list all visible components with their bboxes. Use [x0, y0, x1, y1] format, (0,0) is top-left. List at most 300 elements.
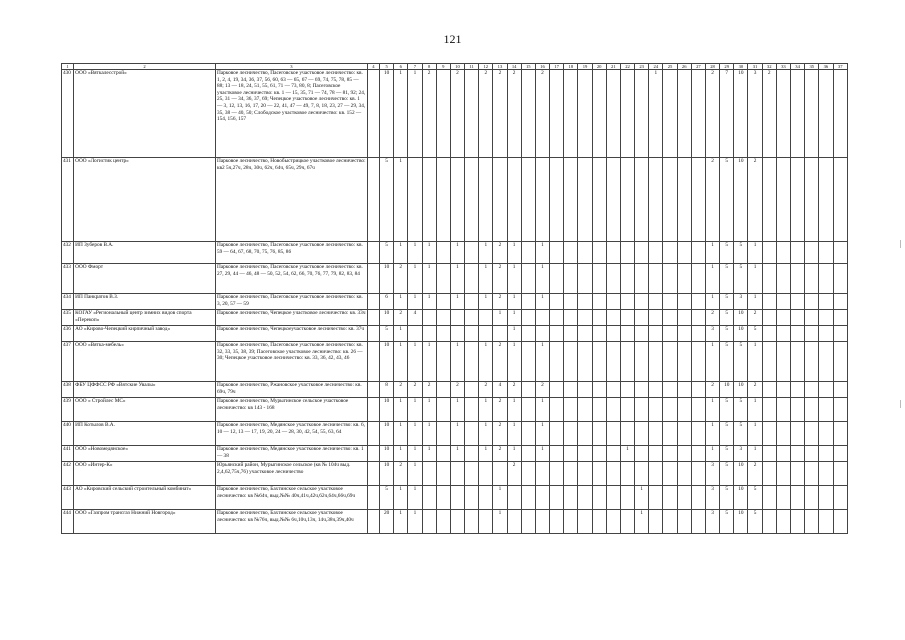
- value-cell: [367, 242, 379, 264]
- forest-area-description: Парковое лесничество, Бахтинское сельское участковое лесничество: кв №76ч, выд.№№ 6ч,10ч,13ч, 14ч,38ч,39ч,40ч: [215, 510, 367, 534]
- value-cell: [422, 326, 436, 342]
- value-cell: [592, 510, 606, 534]
- value-cell: [578, 462, 592, 486]
- value-cell: [592, 70, 606, 158]
- value-cell: [776, 158, 790, 242]
- value-cell: [521, 486, 535, 510]
- value-cell: 5: [748, 510, 762, 534]
- value-cell: [790, 422, 804, 446]
- value-cell: [521, 398, 535, 422]
- value-cell: 10: [734, 310, 748, 326]
- value-cell: [578, 422, 592, 446]
- value-cell: [776, 486, 790, 510]
- value-cell: 10: [720, 382, 734, 398]
- value-cell: [649, 310, 663, 326]
- column-number: 12: [479, 64, 493, 70]
- value-cell: 1: [408, 510, 422, 534]
- value-cell: [776, 326, 790, 342]
- value-cell: 1: [535, 242, 549, 264]
- value-cell: [465, 294, 479, 310]
- value-cell: [367, 486, 379, 510]
- value-cell: [564, 70, 578, 158]
- value-cell: [776, 422, 790, 446]
- value-cell: [819, 398, 833, 422]
- value-cell: [663, 242, 677, 264]
- column-number: 29: [720, 64, 734, 70]
- value-cell: [367, 326, 379, 342]
- value-cell: [819, 326, 833, 342]
- value-cell: 2: [748, 382, 762, 398]
- value-cell: [620, 382, 634, 398]
- value-cell: 10: [380, 446, 394, 462]
- value-cell: 1: [394, 422, 408, 446]
- value-cell: [436, 446, 450, 462]
- value-cell: [833, 294, 848, 310]
- value-cell: [762, 486, 776, 510]
- value-cell: [635, 382, 649, 398]
- value-cell: [790, 398, 804, 422]
- value-cell: 5: [734, 342, 748, 382]
- value-cell: [833, 70, 848, 158]
- organization-name: АО «Кирово-Чепецкий кирпичный завод»: [74, 326, 216, 342]
- value-cell: 1: [535, 446, 549, 462]
- value-cell: 2: [479, 70, 493, 158]
- value-cell: [521, 446, 535, 462]
- value-cell: [578, 398, 592, 422]
- value-cell: [790, 342, 804, 382]
- value-cell: [790, 510, 804, 534]
- value-cell: 10: [380, 342, 394, 382]
- value-cell: [450, 462, 464, 486]
- value-cell: [606, 422, 620, 446]
- value-cell: [790, 326, 804, 342]
- value-cell: [465, 510, 479, 534]
- organization-name: ООО «Логистик центр»: [74, 158, 216, 242]
- value-cell: [465, 422, 479, 446]
- value-cell: [521, 310, 535, 326]
- value-cell: [535, 326, 549, 342]
- value-cell: 1: [394, 486, 408, 510]
- value-cell: [465, 326, 479, 342]
- value-cell: 1: [422, 264, 436, 294]
- value-cell: 2: [493, 446, 507, 462]
- value-cell: [479, 510, 493, 534]
- value-cell: 2: [394, 264, 408, 294]
- value-cell: [535, 310, 549, 326]
- value-cell: 10: [734, 158, 748, 242]
- row-number: 430: [62, 70, 74, 158]
- value-cell: [550, 294, 564, 310]
- value-cell: [564, 422, 578, 446]
- value-cell: [535, 510, 549, 534]
- value-cell: [635, 342, 649, 382]
- value-cell: [564, 310, 578, 326]
- value-cell: 1: [422, 446, 436, 462]
- value-cell: 1: [705, 446, 719, 462]
- value-cell: [635, 158, 649, 242]
- value-cell: [635, 462, 649, 486]
- value-cell: 5: [720, 326, 734, 342]
- value-cell: [677, 342, 691, 382]
- value-cell: [606, 310, 620, 326]
- value-cell: [620, 158, 634, 242]
- value-cell: [833, 486, 848, 510]
- value-cell: [620, 486, 634, 510]
- value-cell: [649, 510, 663, 534]
- value-cell: 1: [422, 398, 436, 422]
- value-cell: [635, 310, 649, 326]
- value-cell: 1: [507, 294, 521, 310]
- value-cell: [790, 462, 804, 486]
- value-cell: [790, 446, 804, 462]
- value-cell: [635, 446, 649, 462]
- value-cell: [762, 342, 776, 382]
- value-cell: [833, 326, 848, 342]
- value-cell: [805, 242, 819, 264]
- value-cell: 1: [422, 422, 436, 446]
- value-cell: 1: [479, 264, 493, 294]
- organization-name: ИП Зуберов В.А.: [74, 242, 216, 264]
- value-cell: [465, 342, 479, 382]
- value-cell: [436, 398, 450, 422]
- column-number: 31: [748, 64, 762, 70]
- value-cell: [564, 486, 578, 510]
- value-cell: 1: [394, 158, 408, 242]
- value-cell: 1: [705, 342, 719, 382]
- value-cell: [677, 462, 691, 486]
- value-cell: [507, 158, 521, 242]
- value-cell: [550, 310, 564, 326]
- value-cell: [592, 310, 606, 326]
- value-cell: 1: [535, 264, 549, 294]
- column-number: 2: [74, 64, 216, 70]
- value-cell: 2: [705, 158, 719, 242]
- value-cell: 2: [493, 342, 507, 382]
- row-number: 434: [62, 294, 74, 310]
- row-number: 432: [62, 242, 74, 264]
- value-cell: 1: [408, 446, 422, 462]
- value-cell: [606, 342, 620, 382]
- value-cell: 1: [450, 264, 464, 294]
- table-row: [62, 242, 848, 264]
- row-number: 444: [62, 510, 74, 534]
- value-cell: [620, 462, 634, 486]
- value-cell: 3: [734, 294, 748, 310]
- table-row: [62, 510, 848, 534]
- value-cell: [833, 462, 848, 486]
- value-cell: 2: [394, 310, 408, 326]
- value-cell: [436, 342, 450, 382]
- value-cell: 1: [535, 398, 549, 422]
- value-cell: 1: [408, 422, 422, 446]
- value-cell: 1: [450, 242, 464, 264]
- value-cell: 1: [422, 294, 436, 310]
- value-cell: 1: [422, 342, 436, 382]
- value-cell: 2: [705, 70, 719, 158]
- forest-area-description: Парковое лесничество, Пасеговское участковое лесничество: кв. 1, 2, 4, 19, 34, 36, 37, 56, 60, 63 — 65, 67 — 69, 74, 75, 78, 85 — 88; 13 — 18, 24, 51, 55, 61, 71 — 73, 80, 8; Пасеговское участковое лесничество: кв. 1 — 15, 35, 71 — 74, 78 — 81, 92; 24, 25, 31 — 34, 36, 37, 69; Чепецкое участковое лесничество: кв. 1 — 3, 12, 13, 16, 17, 20 — 22, 41, 47 — 49, 7, 8, 18, 23, 27 — 29, 34, 35, 38 — 40, 50; Слободское участковое лесничество: кв. 152 — 154, 156, 157: [215, 70, 367, 158]
- column-number: 35: [805, 64, 819, 70]
- value-cell: 7: [720, 70, 734, 158]
- value-cell: [805, 70, 819, 158]
- scan-edge-mark: [900, 240, 901, 248]
- column-number: 4: [367, 64, 379, 70]
- value-cell: [691, 70, 705, 158]
- value-cell: [663, 462, 677, 486]
- value-cell: [367, 446, 379, 462]
- value-cell: [691, 158, 705, 242]
- value-cell: 5: [720, 158, 734, 242]
- value-cell: 1: [479, 294, 493, 310]
- value-cell: 4: [408, 310, 422, 326]
- value-cell: [578, 310, 592, 326]
- value-cell: 1: [620, 446, 634, 462]
- value-cell: [649, 382, 663, 398]
- value-cell: [635, 264, 649, 294]
- value-cell: 2: [493, 242, 507, 264]
- row-number: 440: [62, 422, 74, 446]
- value-cell: 2: [705, 382, 719, 398]
- value-cell: 5: [748, 486, 762, 510]
- value-cell: [606, 158, 620, 242]
- value-cell: [592, 264, 606, 294]
- value-cell: 1: [394, 342, 408, 382]
- value-cell: [762, 382, 776, 398]
- organization-name: ООО «Новомедянское»: [74, 446, 216, 462]
- value-cell: 10: [380, 462, 394, 486]
- column-number: 17: [550, 64, 564, 70]
- value-cell: [819, 70, 833, 158]
- value-cell: 20: [380, 510, 394, 534]
- value-cell: [521, 158, 535, 242]
- table-row: [62, 486, 848, 510]
- value-cell: [776, 242, 790, 264]
- column-number: 22: [620, 64, 634, 70]
- value-cell: [663, 158, 677, 242]
- value-cell: 5: [720, 486, 734, 510]
- value-cell: [578, 294, 592, 310]
- value-cell: 10: [380, 422, 394, 446]
- value-cell: 1: [705, 294, 719, 310]
- value-cell: [762, 310, 776, 326]
- value-cell: 1: [479, 398, 493, 422]
- value-cell: [521, 242, 535, 264]
- value-cell: [550, 70, 564, 158]
- value-cell: [564, 510, 578, 534]
- value-cell: [550, 326, 564, 342]
- value-cell: [677, 294, 691, 310]
- value-cell: [833, 510, 848, 534]
- value-cell: 1: [450, 422, 464, 446]
- value-cell: [790, 264, 804, 294]
- value-cell: 1: [408, 294, 422, 310]
- value-cell: [367, 294, 379, 310]
- value-cell: 1: [479, 446, 493, 462]
- value-cell: 1: [422, 242, 436, 264]
- value-cell: [677, 310, 691, 326]
- value-cell: 10: [380, 70, 394, 158]
- column-number: 14: [507, 64, 521, 70]
- value-cell: [663, 510, 677, 534]
- value-cell: [450, 326, 464, 342]
- organization-name: ООО « Стройлес МС»: [74, 398, 216, 422]
- value-cell: [465, 446, 479, 462]
- value-cell: [805, 326, 819, 342]
- value-cell: 1: [394, 326, 408, 342]
- value-cell: [762, 446, 776, 462]
- value-cell: 1: [394, 70, 408, 158]
- value-cell: [521, 382, 535, 398]
- value-cell: [833, 446, 848, 462]
- value-cell: [620, 70, 634, 158]
- value-cell: 3: [705, 326, 719, 342]
- value-cell: [790, 486, 804, 510]
- value-cell: [367, 398, 379, 422]
- table-row: [62, 398, 848, 422]
- value-cell: [479, 326, 493, 342]
- value-cell: [564, 326, 578, 342]
- value-cell: [819, 242, 833, 264]
- value-cell: 1: [507, 310, 521, 326]
- value-cell: [790, 382, 804, 398]
- value-cell: 1: [748, 398, 762, 422]
- value-cell: [819, 264, 833, 294]
- organization-name: ООО «Интер-К»: [74, 462, 216, 486]
- value-cell: [606, 242, 620, 264]
- value-cell: 1: [394, 398, 408, 422]
- value-cell: [592, 398, 606, 422]
- value-cell: [450, 510, 464, 534]
- value-cell: [691, 342, 705, 382]
- value-cell: [663, 342, 677, 382]
- value-cell: [762, 158, 776, 242]
- value-cell: [620, 398, 634, 422]
- value-cell: [663, 326, 677, 342]
- value-cell: 1: [408, 486, 422, 510]
- value-cell: [819, 486, 833, 510]
- value-cell: [620, 422, 634, 446]
- value-cell: [620, 510, 634, 534]
- value-cell: [663, 382, 677, 398]
- value-cell: 1: [748, 446, 762, 462]
- value-cell: 5: [734, 264, 748, 294]
- value-cell: 5: [720, 264, 734, 294]
- table-row: [62, 310, 848, 326]
- value-cell: 5: [720, 342, 734, 382]
- value-cell: [578, 510, 592, 534]
- value-cell: 1: [507, 422, 521, 446]
- value-cell: [635, 398, 649, 422]
- page-number: 121: [443, 32, 462, 46]
- value-cell: [635, 294, 649, 310]
- value-cell: 1: [479, 342, 493, 382]
- value-cell: [436, 158, 450, 242]
- value-cell: [790, 70, 804, 158]
- value-cell: 1: [450, 446, 464, 462]
- value-cell: [521, 264, 535, 294]
- value-cell: [620, 264, 634, 294]
- value-cell: [677, 398, 691, 422]
- table-row: [62, 422, 848, 446]
- value-cell: [521, 70, 535, 158]
- value-cell: [805, 486, 819, 510]
- value-cell: [578, 342, 592, 382]
- value-cell: 2: [493, 422, 507, 446]
- value-cell: [550, 242, 564, 264]
- value-cell: 1: [479, 242, 493, 264]
- column-number: 11: [465, 64, 479, 70]
- value-cell: 5: [380, 242, 394, 264]
- value-cell: [367, 264, 379, 294]
- value-cell: [479, 158, 493, 242]
- value-cell: 5: [720, 446, 734, 462]
- value-cell: 2: [450, 70, 464, 158]
- value-cell: [663, 422, 677, 446]
- value-cell: [578, 382, 592, 398]
- value-cell: 5: [380, 158, 394, 242]
- value-cell: [805, 462, 819, 486]
- value-cell: [776, 462, 790, 486]
- value-cell: 2: [535, 382, 549, 398]
- table-row: [62, 342, 848, 382]
- value-cell: [663, 70, 677, 158]
- value-cell: [606, 294, 620, 310]
- forest-area-description: Парковое лесничество, Чепецкоеучастковое лесничество: кв. 37ч: [215, 326, 367, 342]
- value-cell: [833, 342, 848, 382]
- value-cell: [691, 264, 705, 294]
- value-cell: 2: [493, 294, 507, 310]
- forest-area-description: Парковое лесничество, Ржановское участковое лесничество: кв. 69ч, 79ч: [215, 382, 367, 398]
- value-cell: [550, 382, 564, 398]
- value-cell: [762, 242, 776, 264]
- row-number: 442: [62, 462, 74, 486]
- value-cell: 5: [720, 242, 734, 264]
- column-number: 21: [606, 64, 620, 70]
- value-cell: [535, 158, 549, 242]
- value-cell: [691, 242, 705, 264]
- value-cell: 1: [507, 264, 521, 294]
- value-cell: [422, 310, 436, 326]
- value-cell: [762, 510, 776, 534]
- value-cell: [592, 294, 606, 310]
- value-cell: [649, 486, 663, 510]
- value-cell: 1: [493, 310, 507, 326]
- value-cell: [436, 462, 450, 486]
- value-cell: 1: [705, 242, 719, 264]
- value-cell: 1: [705, 422, 719, 446]
- value-cell: 10: [734, 326, 748, 342]
- column-number: 8: [422, 64, 436, 70]
- value-cell: [819, 294, 833, 310]
- value-cell: [550, 446, 564, 462]
- value-cell: [819, 310, 833, 326]
- value-cell: [564, 446, 578, 462]
- value-cell: [521, 326, 535, 342]
- value-cell: 1: [493, 486, 507, 510]
- value-cell: [691, 382, 705, 398]
- value-cell: [550, 264, 564, 294]
- value-cell: [776, 342, 790, 382]
- value-cell: [620, 342, 634, 382]
- value-cell: [649, 326, 663, 342]
- value-cell: [578, 326, 592, 342]
- value-cell: [550, 398, 564, 422]
- value-cell: [762, 398, 776, 422]
- value-cell: 8: [380, 382, 394, 398]
- value-cell: 10: [380, 398, 394, 422]
- value-cell: [677, 158, 691, 242]
- value-cell: [521, 510, 535, 534]
- value-cell: [367, 310, 379, 326]
